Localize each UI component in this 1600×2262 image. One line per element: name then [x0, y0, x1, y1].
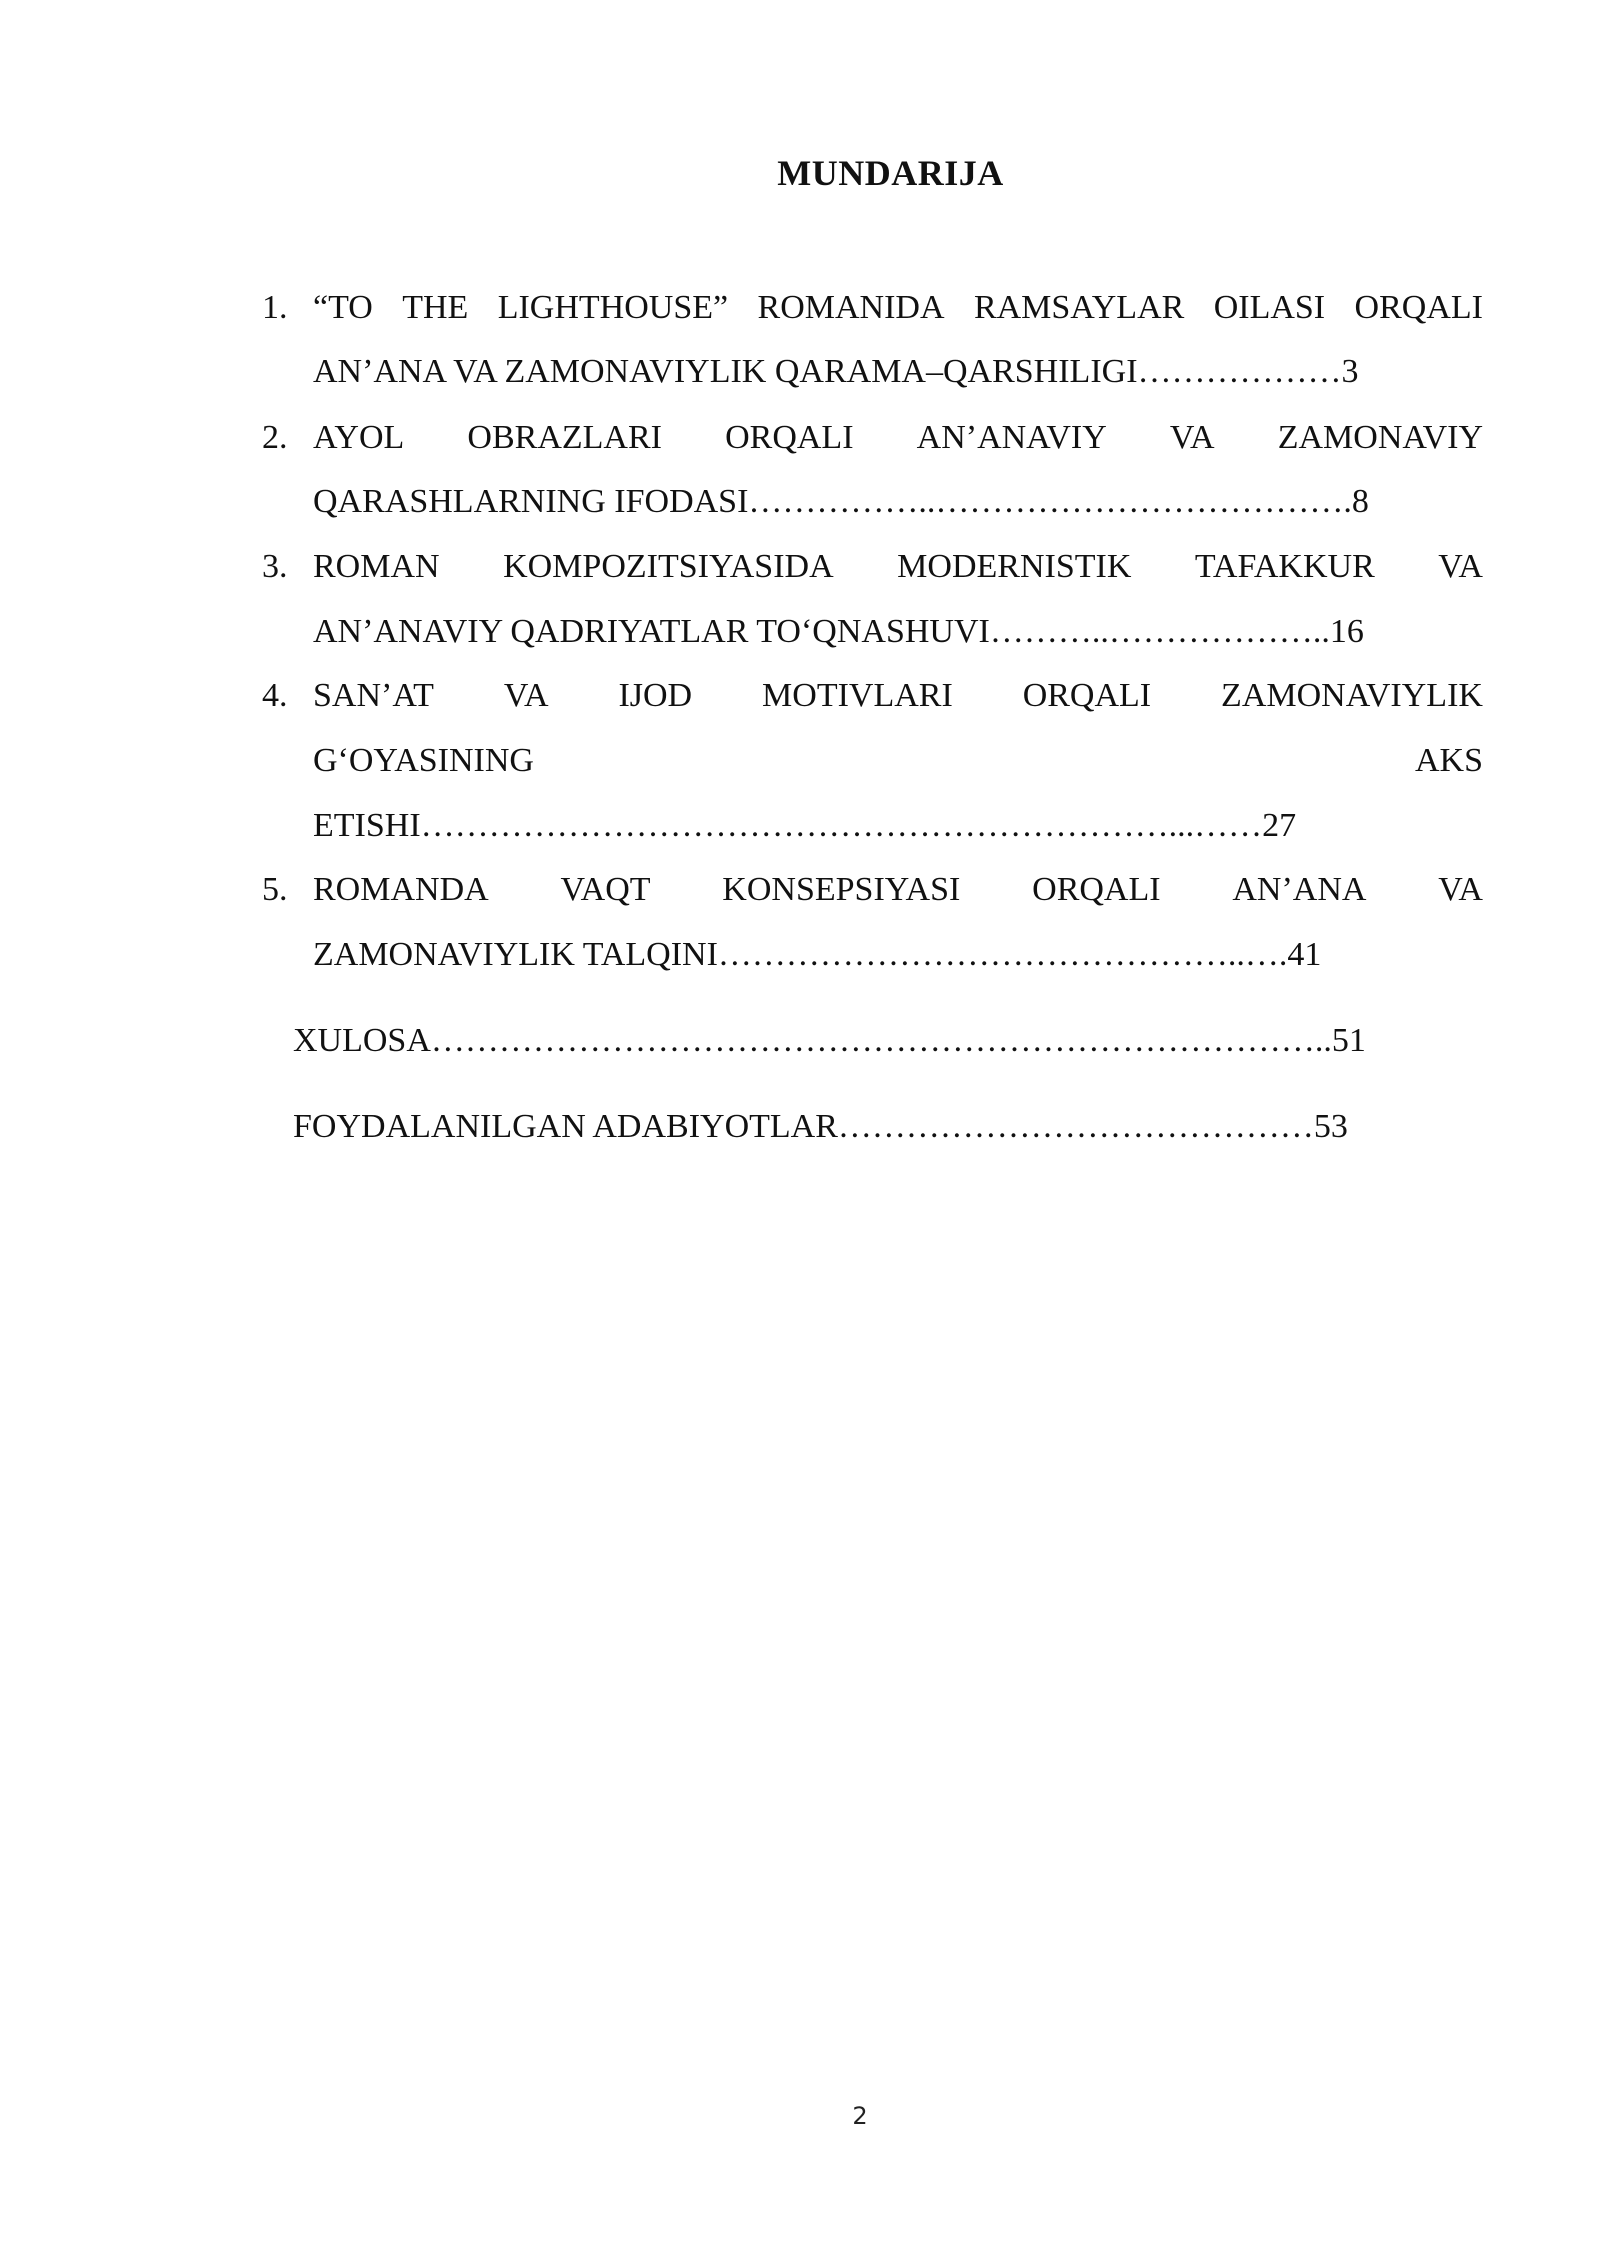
toc-item-4-line-1 [313, 676, 1483, 716]
toc-conclusion: XULOSA……………………………………………………………………..51 [293, 1022, 1366, 1059]
toc-word: THE [402, 289, 469, 326]
toc-word: KOMPOZITSIYASIDA [503, 548, 834, 585]
toc-word: ROMAN [313, 548, 440, 585]
toc-item-3-line-2: AN’ANAVIY QADRIYATLAR TO‘QNASHUVI………..………………..16 [313, 613, 1364, 650]
toc-word: MODERNISTIK [897, 548, 1132, 585]
toc-word: ROMANIDA [757, 289, 945, 326]
toc-word: MOTIVLARI [762, 677, 953, 714]
toc-word: AKS [1414, 742, 1483, 779]
toc-word: ZAMONAVIYLIK [1221, 677, 1483, 714]
toc-word: KONSEPSIYASI [722, 871, 961, 908]
page-number: 2 [852, 2102, 868, 2130]
toc-item-5-line-1 [313, 870, 1483, 910]
toc-word: TAFAKKUR [1194, 548, 1375, 585]
toc-item-1-line-1 [313, 288, 1483, 328]
page-title: MUNDARIJA [777, 153, 1004, 193]
toc-word: ORQALI [1032, 871, 1161, 908]
toc-word: VA [503, 677, 549, 714]
toc-item-5-number: 5. [262, 871, 288, 908]
toc-item-3-number: 3. [262, 548, 288, 585]
toc-word: VA [1438, 871, 1483, 908]
toc-word: VAQT [560, 871, 651, 908]
toc-word: G‘OYASINING [313, 742, 534, 779]
toc-word: VA [1169, 419, 1215, 456]
toc-item-2-line-2: QARASHLARNING IFODASI……………..……………………………….8 [313, 483, 1369, 520]
toc-word: ORQALI [1022, 677, 1152, 714]
toc-word: OBRAZLARI [467, 419, 662, 456]
toc-item-1-line-2: AN’ANA VA ZAMONAVIYLIK QARAMA–QARSHILIGI………………3 [313, 353, 1359, 390]
toc-word: SAN’AT [313, 677, 434, 714]
toc-word: ORQALI [1354, 289, 1483, 326]
toc-word: IJOD [618, 677, 693, 714]
toc-item-2-line-1 [313, 418, 1483, 458]
toc-word: “TO [313, 289, 373, 326]
toc-word: AYOL [313, 419, 405, 456]
toc-item-5-line-2: ZAMONAVIYLIK TALQINI………………………………………..….41 [313, 936, 1322, 973]
toc-word: ROMANDA [313, 871, 489, 908]
toc-word: RAMSAYLAR [973, 289, 1185, 326]
toc-item-2-number: 2. [262, 419, 288, 456]
toc-item-4-line-2 [313, 741, 1483, 781]
toc-word: OILASI [1213, 289, 1326, 326]
toc-word: VA [1438, 548, 1483, 585]
toc-word: AN’ANAVIY [916, 419, 1107, 456]
toc-item-3-line-1 [313, 547, 1483, 587]
toc-word: ZAMONAVIY [1277, 419, 1483, 456]
toc-item-4-line-3: ETISHI…………………………………………………………...……27 [313, 807, 1297, 844]
toc-references: FOYDALANILGAN ADABIYOTLAR……………………………………53 [293, 1108, 1348, 1145]
toc-word: LIGHTHOUSE” [497, 289, 729, 326]
toc-item-4-number: 4. [262, 677, 288, 714]
toc-word: AN’ANA [1232, 871, 1367, 908]
toc-word: ORQALI [725, 419, 854, 456]
toc-item-1-number: 1. [262, 289, 288, 326]
